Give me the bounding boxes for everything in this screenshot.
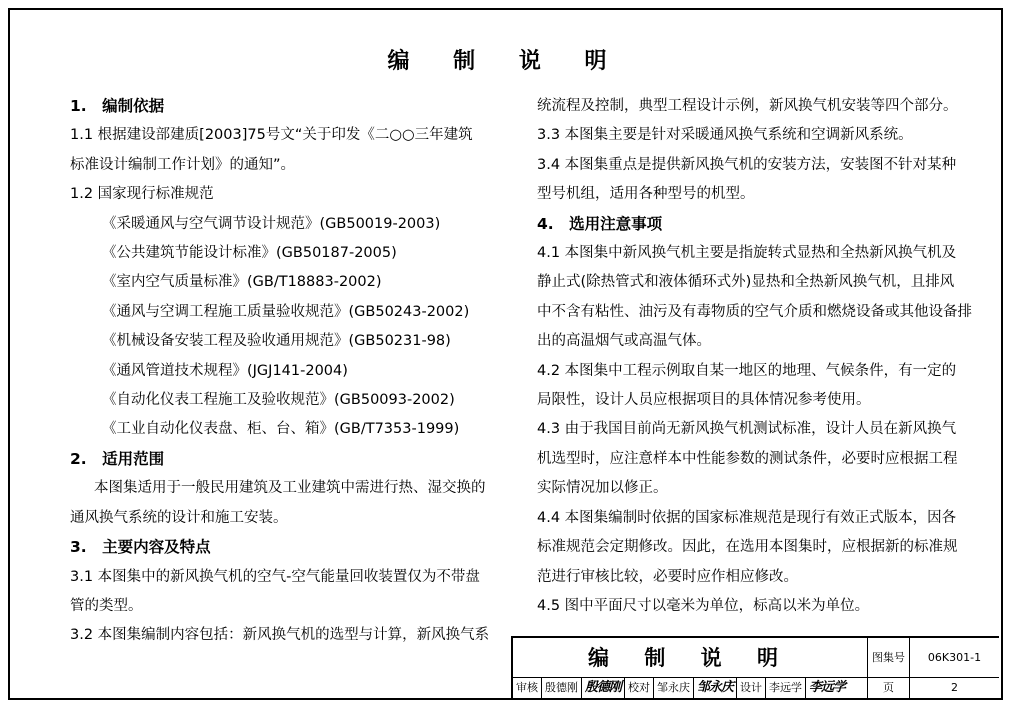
page-number: 2 bbox=[951, 681, 958, 694]
text-line: 出的高温烟气或高温气体。 bbox=[537, 333, 711, 350]
section-heading: 1. 编制依据 bbox=[70, 97, 165, 115]
text-line: 3.3 本图集主要是针对采暖通风换气系统和空调新风系统。 bbox=[537, 127, 913, 144]
standard-item: 《公共建筑节能设计标准》(GB50187-2005) bbox=[102, 245, 397, 262]
standard-item: 《通风与空调工程施工质量验收规范》(GB50243-2002) bbox=[102, 303, 470, 320]
section-heading: 2. 适用范围 bbox=[70, 449, 165, 468]
section-heading: 3. 主要内容及特点 bbox=[70, 538, 211, 557]
reviewer-name: 殷德刚 bbox=[542, 678, 582, 698]
left-column bbox=[70, 92, 490, 651]
text-line: 本图集适用于一般民用建筑及工业建筑中需进行热、湿交换的 bbox=[94, 480, 486, 497]
checker-name: 邹永庆 bbox=[654, 678, 694, 698]
right-column bbox=[537, 92, 972, 621]
text-line: 3.4 本图集重点是提供新风换气机的安装方法，安装图不针对某种 bbox=[537, 156, 957, 173]
title-block bbox=[511, 636, 999, 698]
page-title: 编 制 说 明 bbox=[387, 49, 625, 74]
standard-item: 《工业自动化仪表盘、柜、台、箱》(GB/T7353-1999) bbox=[102, 421, 460, 438]
text-line: 3.1 本图集中的新风换气机的空气-空气能量回收装置仅为不带盘 bbox=[70, 568, 480, 585]
standard-item: 《室内空气质量标准》(GB/T18883-2002) bbox=[102, 274, 382, 291]
text-line: 实际情况加以修正。 bbox=[537, 480, 668, 497]
text-line: 4.4 本图集编制时依据的国家标准规范是现行有效正式版本，因各 bbox=[537, 509, 957, 526]
title-block-name: 编 制 说 明 bbox=[513, 638, 868, 678]
text-line: 型号机组，适用各种型号的机型。 bbox=[537, 186, 755, 203]
text-line: 机选型时，应注意样本中性能参数的测试条件，必要时应根据工程 bbox=[537, 450, 958, 467]
designer-signature: 李远学 bbox=[809, 680, 846, 695]
text-line: 中不含有粘性、油污及有毒物质的空气介质和燃烧设备或其他设备排 bbox=[537, 303, 972, 320]
text-line: 标准规范会定期修改。因此，在选用本图集时，应根据新的标准规 bbox=[537, 539, 958, 556]
standard-item: 《自动化仪表工程施工及验收规范》(GB50093-2002) bbox=[102, 392, 455, 409]
check-label: 校对 bbox=[625, 678, 654, 698]
text-line: 4.5 图中平面尺寸以毫米为单位，标高以米为单位。 bbox=[537, 597, 870, 614]
page-label: 页 bbox=[868, 678, 910, 698]
standard-item: 《通风管道技术规程》(JGJ141-2004) bbox=[102, 362, 348, 379]
review-label: 审核 bbox=[513, 678, 542, 698]
standard-item: 《采暖通风与空气调节设计规范》(GB50019-2003) bbox=[102, 215, 441, 232]
text-line: 范进行审核比较，必要时应作相应修改。 bbox=[537, 568, 798, 585]
text-line: 4.1 本图集中新风换气机主要是指旋转式显热和全热新风换气机及 bbox=[537, 245, 957, 262]
design-label: 设计 bbox=[737, 678, 766, 698]
text-line: 1.2 国家现行标准规范 bbox=[70, 186, 214, 203]
text-line: 通风换气系统的设计和施工安装。 bbox=[70, 509, 288, 526]
text-line: 静止式(除热管式和液体循环式外)显热和全热新风换气机，且排风 bbox=[537, 274, 955, 291]
designer-name: 李远学 bbox=[766, 678, 806, 698]
reviewer-signature: 殷德刚 bbox=[582, 678, 625, 698]
atlas-number: 06K301-1 bbox=[910, 638, 999, 678]
atlas-label: 图集号 bbox=[868, 638, 910, 678]
section-heading: 4. 选用注意事项 bbox=[537, 214, 663, 233]
text-line: 3.2 本图集编制内容包括：新风换气机的选型与计算，新风换气系 bbox=[70, 627, 490, 644]
standard-item: 《机械设备安装工程及验收通用规范》(GB50231-98) bbox=[102, 333, 451, 350]
text-line: 4.3 由于我国目前尚无新风换气机测试标准，设计人员在新风换气 bbox=[537, 421, 957, 438]
text-line: 4.2 本图集中工程示例取自某一地区的地理、气候条件，有一定的 bbox=[537, 362, 957, 379]
signature-row bbox=[513, 678, 868, 698]
text-line: 管的类型。 bbox=[70, 597, 143, 614]
text-line: 标准设计编制工作计划》的通知”。 bbox=[70, 156, 296, 173]
text-line: 局限性，设计人员应根据项目的具体情况参考使用。 bbox=[537, 392, 871, 409]
checker-signature: 邹永庆 bbox=[694, 678, 737, 698]
text-line: 1.1 根据建设部建质[2003]75号文“关于印发《二○○三年建筑 bbox=[70, 127, 473, 144]
text-line: 统流程及控制，典型工程设计示例，新风换气机安装等四个部分。 bbox=[537, 98, 958, 114]
